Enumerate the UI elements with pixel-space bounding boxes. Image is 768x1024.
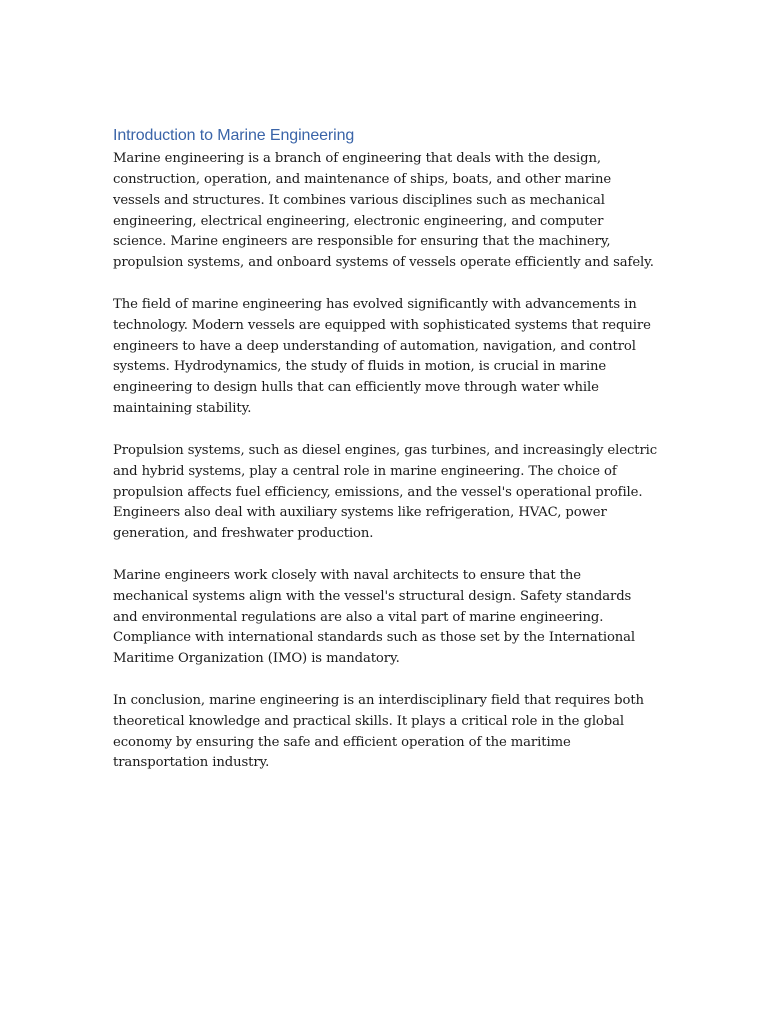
paragraph-intro: Marine engineering is a branch of engineering that deals with the design, construction, operation, and maintenance of ships, boats, and other marine vessels and structures. It combines various disciplines such as mechanical engineering, electrical engineering, electronic engineering, and computer science. Marine engineers are responsible for ensuring that the machinery, propulsion systems, and onboard systems of vessels operate efficiently and safely. [113,151,654,271]
paragraph-evolution: The field of marine engineering has evolved significantly with advancements in technology. Modern vessels are equipped with sophisticated systems that require engineers to have a deep understanding of automation, navigation, and control systems. Hydrodynamics, the study of fluids in motion, is crucial in marine engineering to design hulls that can efficiently move through water while maintaining stability. [113,296,651,417]
document-body [113,122,659,795]
paragraph-conclusion: In conclusion, marine engineering is an interdisciplinary field that requires both theoretical knowledge and practical skills. It plays a critical role in the global economy by ensuring the safe and efficient operation of the maritime transportation industry. [113,692,644,771]
paragraph-propulsion: Propulsion systems, such as diesel engines, gas turbines, and increasingly electric and hybrid systems, play a central role in marine engineering. The choice of propulsion affects fuel efficiency, emissions, and the vessel's operational profile. Engineers also deal with auxiliary systems like refrigeration, HVAC, power generation, and freshwater production. [113,442,658,542]
document-title: Introduction to Marine Engineering [113,127,355,144]
paragraph-collaboration: Marine engineers work closely with naval architects to ensure that the mechanical systems align with the vessel's structural design. Safety standards and environmental regulations are also a vital part of marine engineering. Compliance with international standards such as those set by the International Maritime Organization (IMO) is mandatory. [113,567,636,667]
